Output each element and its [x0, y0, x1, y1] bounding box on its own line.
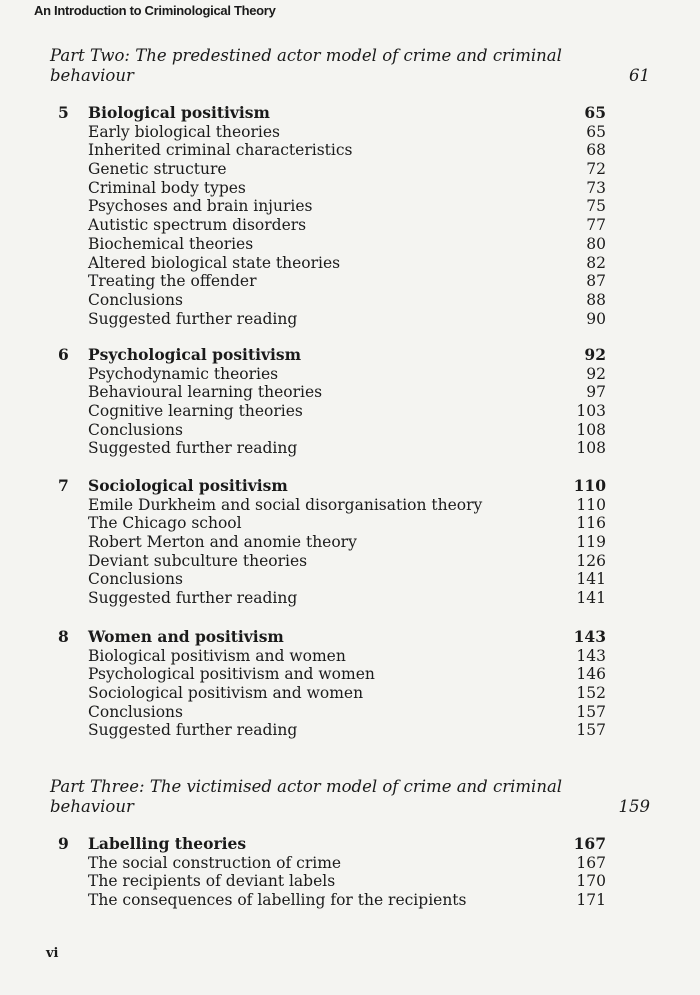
section-page: 157	[576, 702, 606, 721]
section-title: The social construction of crime	[88, 853, 342, 872]
section-title: Deviant subculture theories	[88, 551, 308, 570]
chapter-number: 5	[58, 103, 69, 122]
section-page: 65	[586, 122, 606, 141]
section-title: Conclusions	[88, 570, 183, 589]
chapter-page: 65	[584, 103, 606, 122]
section-row	[58, 439, 606, 458]
section-title: Criminal body types	[88, 178, 246, 197]
chapter-block	[58, 346, 606, 458]
section-row	[58, 383, 606, 402]
section-page: 126	[576, 551, 606, 570]
running-head: An Introduction to Criminological Theory	[34, 3, 276, 18]
section-row	[58, 365, 606, 384]
section-row	[58, 514, 606, 533]
section-row	[58, 570, 606, 589]
section-page: 82	[586, 253, 606, 272]
chapter-number: 9	[58, 834, 69, 853]
section-title: Biochemical theories	[88, 234, 254, 253]
chapter-heading-row	[58, 104, 606, 123]
section-page: 72	[586, 160, 606, 179]
section-page: 141	[576, 570, 606, 589]
section-page: 92	[586, 364, 606, 383]
section-title: Genetic structure	[88, 160, 227, 179]
chapter-heading-row	[58, 628, 606, 647]
section-row	[58, 421, 606, 440]
section-row	[58, 179, 606, 198]
chapter-page: 92	[584, 345, 606, 364]
part-heading	[50, 46, 650, 86]
section-page: 73	[586, 178, 606, 197]
section-row	[58, 703, 606, 722]
chapter-heading-row	[58, 835, 606, 854]
chapter-title: Labelling theories	[88, 834, 247, 853]
section-title: Psychoses and brain injuries	[88, 197, 313, 216]
chapter-page: 143	[573, 627, 606, 646]
section-row	[58, 197, 606, 216]
section-title: Psychological positivism and women	[88, 665, 375, 684]
section-title: Suggested further reading	[88, 721, 298, 740]
section-row	[58, 533, 606, 552]
section-page: 88	[586, 290, 606, 309]
section-row	[58, 854, 606, 873]
section-title: Suggested further reading	[88, 589, 298, 608]
section-page: 170	[576, 872, 606, 891]
section-row	[58, 647, 606, 666]
section-page: 116	[576, 514, 606, 533]
chapter-block	[58, 628, 606, 740]
chapter-number: 6	[58, 345, 69, 364]
section-page: 75	[586, 197, 606, 216]
section-row	[58, 235, 606, 254]
section-title: Autistic spectrum disorders	[88, 216, 307, 235]
section-title: Emile Durkheim and social disorganisation theory	[88, 495, 483, 514]
section-page: 77	[586, 216, 606, 235]
section-row	[58, 310, 606, 329]
section-title: The consequences of labelling for the recipients	[88, 891, 467, 910]
section-page: 141	[576, 589, 606, 608]
section-row	[58, 402, 606, 421]
section-title: Suggested further reading	[88, 309, 298, 328]
chapter-block	[58, 835, 606, 910]
section-title: The recipients of deviant labels	[88, 872, 336, 891]
section-row	[58, 291, 606, 310]
chapter-heading-row	[58, 477, 606, 496]
section-title: Robert Merton and anomie theory	[88, 533, 357, 552]
section-row	[58, 254, 606, 273]
section-page: 80	[586, 234, 606, 253]
section-page: 108	[576, 420, 606, 439]
section-row	[58, 216, 606, 235]
section-row	[58, 891, 606, 910]
section-title: Conclusions	[88, 290, 183, 309]
section-title: The Chicago school	[88, 514, 242, 533]
section-row	[58, 721, 606, 740]
section-row	[58, 872, 606, 891]
section-title: Cognitive learning theories	[88, 402, 303, 421]
section-page: 108	[576, 439, 606, 458]
section-row	[58, 589, 606, 608]
chapter-title: Psychological positivism	[88, 345, 302, 364]
section-page: 146	[576, 665, 606, 684]
section-page: 110	[576, 495, 606, 514]
section-page: 143	[576, 646, 606, 665]
section-row	[58, 272, 606, 291]
chapter-title: Biological positivism	[88, 103, 270, 122]
part-title-line1: Part Two: The predestined actor model of crime and criminal	[50, 46, 562, 65]
section-title: Conclusions	[88, 702, 183, 721]
section-page: 171	[576, 891, 606, 910]
section-row	[58, 552, 606, 571]
section-page: 152	[576, 684, 606, 703]
part-title-line1: Part Three: The victimised actor model of crime and criminal	[50, 777, 563, 796]
part-title-line2: behaviour	[50, 797, 134, 816]
section-page: 90	[586, 309, 606, 328]
chapter-block	[58, 104, 606, 328]
section-title: Early biological theories	[88, 122, 281, 141]
section-row	[58, 123, 606, 142]
section-title: Conclusions	[88, 420, 183, 439]
section-row	[58, 160, 606, 179]
section-title: Behavioural learning theories	[88, 383, 323, 402]
section-row	[58, 684, 606, 703]
section-page: 157	[576, 721, 606, 740]
section-title: Altered biological state theories	[88, 253, 341, 272]
section-page: 167	[576, 853, 606, 872]
chapter-number: 8	[58, 627, 69, 646]
chapter-block	[58, 477, 606, 608]
section-title: Sociological positivism and women	[88, 684, 364, 703]
chapter-heading-row	[58, 346, 606, 365]
part-title-line2: behaviour	[50, 66, 134, 85]
section-title: Biological positivism and women	[88, 646, 346, 665]
chapter-page: 110	[573, 476, 606, 495]
section-page: 97	[586, 383, 606, 402]
section-page: 87	[586, 272, 606, 291]
section-page: 68	[586, 141, 606, 160]
section-row	[58, 665, 606, 684]
page-number-footer: vi	[46, 946, 59, 961]
chapter-number: 7	[58, 476, 69, 495]
section-page: 103	[576, 402, 606, 421]
part-page-number: 61	[629, 66, 650, 85]
section-title: Suggested further reading	[88, 439, 298, 458]
section-row	[58, 496, 606, 515]
chapter-title: Sociological positivism	[88, 476, 288, 495]
section-title: Psychodynamic theories	[88, 364, 279, 383]
section-title: Treating the offender	[88, 272, 257, 291]
section-title: Inherited criminal characteristics	[88, 141, 353, 160]
chapter-title: Women and positivism	[88, 627, 284, 646]
section-page: 119	[576, 533, 606, 552]
part-heading	[50, 777, 650, 817]
part-page-number: 159	[618, 797, 650, 816]
chapter-page: 167	[573, 834, 606, 853]
section-row	[58, 141, 606, 160]
